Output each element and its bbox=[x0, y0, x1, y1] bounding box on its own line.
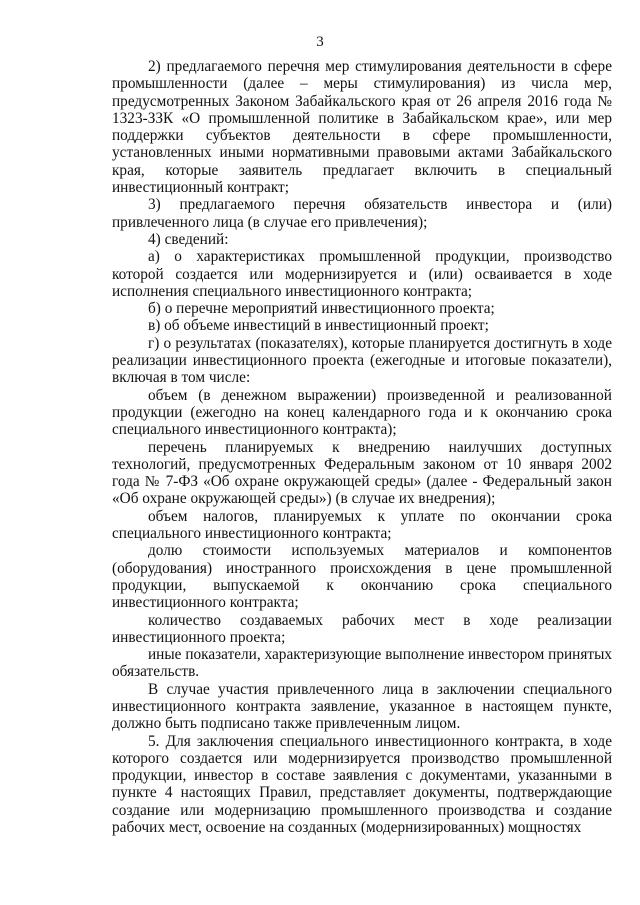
paragraph: в) об объеме инвестиций в инвестиционный проект; bbox=[148, 317, 489, 335]
paragraph: перечень планируемых к внедрению наилучших доступных технологий, предусмотренных Федеральным законом от 10 января 2002 года № 7-ФЗ «Об охране окружающей среды» (далее - Федеральный закон «Об охране окружающей среды») (в случае их внедрения); bbox=[112, 438, 612, 508]
paragraph: иные показатели, характеризующие выполнение инвестором принятых обязательств. bbox=[112, 646, 612, 681]
paragraph: 3) предлагаемого перечня обязательств инвестора и (или) привлеченного лица (в случае его привлечения); bbox=[112, 196, 612, 231]
paragraph: В случае участия привлеченного лица в заключении специального инвестиционного контракта заявление, указанное в настоящем пункте, должно быть подписано также привлеченным лицом. bbox=[112, 680, 612, 733]
paragraph: 4) сведений: bbox=[148, 230, 229, 248]
paragraph: г) о результатах (показателях), которые планируется достигнуть в ходе реализации инвестиционного проекта (ежегодные и итоговые показатели), включая в том числе: bbox=[112, 334, 612, 387]
paragraph: б) о перечне мероприятий инвестиционного проекта; bbox=[148, 300, 495, 318]
paragraph: а) о характеристиках промышленной продукции, производство которой создается или модернизируется и (или) осваивается в ходе исполнения специального инвестиционного контракта; bbox=[112, 248, 612, 300]
paragraph: долю стоимости используемых материалов и компонентов (оборудования) иностранного происхождения в цене промышленной продукции, выпускаемой к окончанию срока специального инвестиционного контракта; bbox=[112, 542, 612, 612]
page-number: 3 bbox=[316, 34, 324, 50]
paragraph: количество создаваемых рабочих мест в ходе реализации инвестиционного проекта; bbox=[112, 611, 612, 646]
paragraph: объем (в денежном выражении) произведенной и реализованной продукции (ежегодно на конец календарного года и к окончанию срока специального инвестиционного контракта); bbox=[112, 386, 612, 439]
document-body bbox=[112, 58, 612, 836]
paragraph: объем налогов, планируемых к уплате по окончании срока специального инвестиционного контракта; bbox=[112, 507, 612, 543]
paragraph: 5. Для заключения специального инвестиционного контракта, в ходе которого создается или модернизируется производство промышленной продукции, инвестор в составе заявления с документами, указанными в пункте 4 настоящих Правил, представляет документы, подтверждающие создание или модернизацию промышленного производства и создание рабочих мест, освоение на созданных (модернизированных) мощностях bbox=[112, 732, 612, 837]
paragraph: 2) предлагаемого перечня мер стимулирования деятельности в сфере промышленности (далее – меры стимулирования) из числа мер, предусмотренных Законом Забайкальского края от 26 апреля 2016 года № 1323-ЗЗК «О промышленной политике в Забайкальском крае», или мер поддержки субъектов деятельности в сфере промышленности, установленных иными нормативными правовыми актами Забайкальского края, которые заявитель предлагает включить в специальный инвестиционный контракт; bbox=[112, 58, 612, 197]
